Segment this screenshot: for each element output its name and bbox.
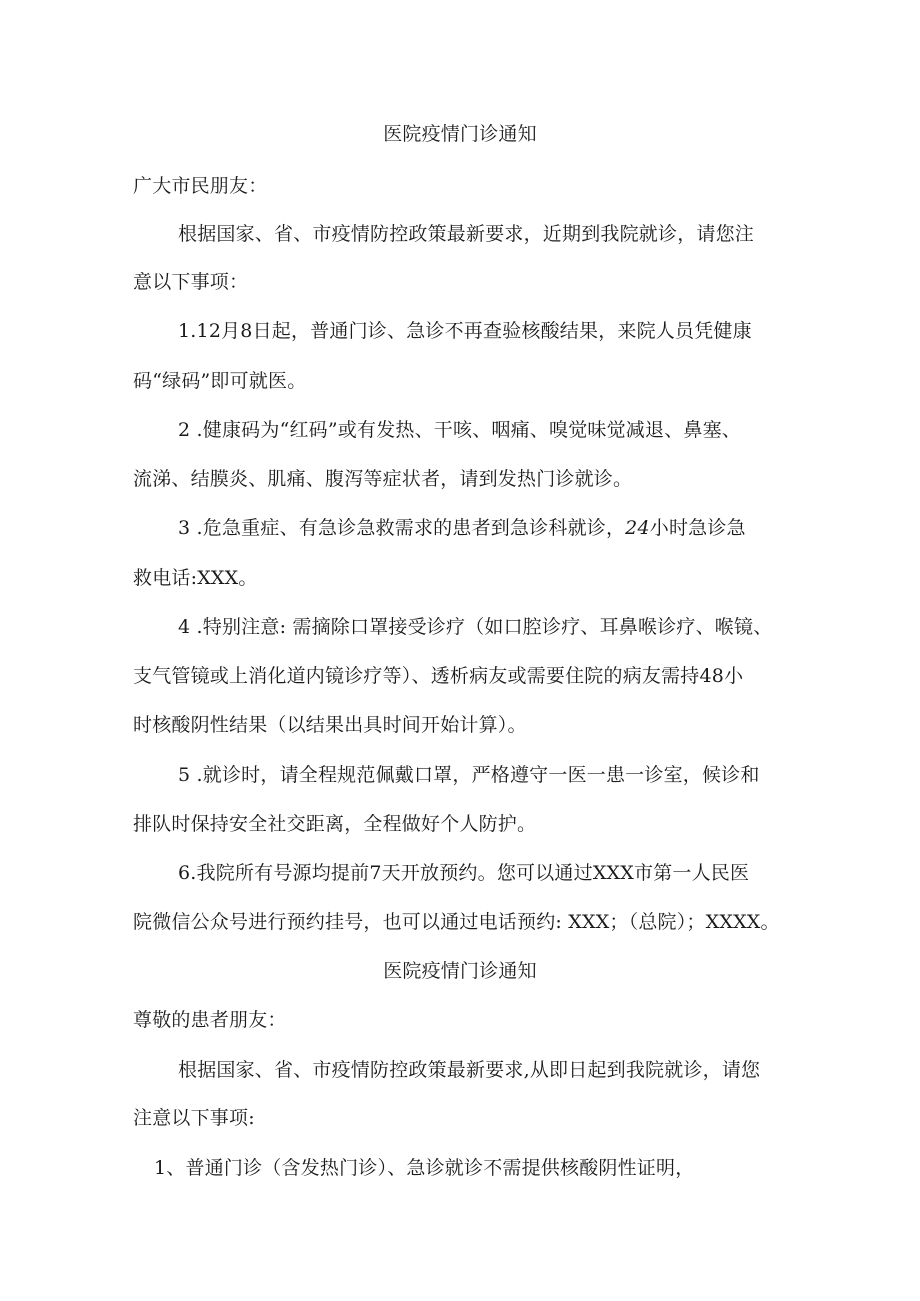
notice-1-title: 医院疫情门诊通知 xyxy=(383,123,537,145)
notice-1-intro-line-1: 根据国家、省、市疫情防控政策最新要求，近期到我院就诊，请您注 xyxy=(178,223,755,245)
notice-1-item-3-line-1 xyxy=(178,516,746,540)
notice-1-item-1-line-2: 码“绿码”即可就医。 xyxy=(133,370,307,392)
item-3-text-a: 3 .危急重症、有急诊急救需求的患者到急诊科就诊， xyxy=(178,517,626,539)
notice-1-item-5-line-1: 5 .就诊时，请全程规范佩戴口罩，严格遵守一医一患一诊室，候诊和 xyxy=(178,764,760,786)
notice-1-intro-line-2: 意以下事项： xyxy=(133,271,249,293)
notice-2-title: 医院疫情门诊通知 xyxy=(383,960,537,982)
notice-1-item-2-line-2: 流涕、结膜炎、肌痛、腹泻等症状者，请到发热门诊就诊。 xyxy=(133,468,633,490)
notice-1-item-4-line-2: 支气管镜或上消化道内镜诊疗等）、透析病友或需要住院的病友需持48小 xyxy=(133,665,744,687)
notice-2-item-1: 1、普通门诊（含发热门诊）、急诊就诊不需提供核酸阴性证明， xyxy=(154,1157,695,1179)
notice-1-salutation: 广大市民朋友： xyxy=(133,175,268,197)
notice-1-item-6-line-2: 院微信公众号进行预约挂号，也可以通过电话预约: XXX；（总院）；XXXX。 xyxy=(133,911,780,933)
notice-2-salutation: 尊敬的患者朋友： xyxy=(133,1009,287,1031)
notice-1-item-3-line-2: 救电话:XXX。 xyxy=(133,567,258,589)
notice-2-intro-line-2: 注意以下事项: xyxy=(133,1107,255,1129)
item-3-text-b: 小时急诊急 xyxy=(649,517,746,539)
item-3-hours: 24 xyxy=(625,517,650,539)
notice-2-intro-line-1: 根据国家、省、市疫情防控政策最新要求,从即日起到我院就诊，请您 xyxy=(178,1059,761,1081)
notice-1-item-5-line-2: 排队时保持安全社交距离，全程做好个人防护。 xyxy=(133,813,537,835)
notice-1-item-6-line-1: 6.我院所有号源均提前7天开放预约。您可以通过XXX市第一人民医 xyxy=(178,862,750,884)
notice-1-item-1-line-1: 1.12月8日起，普通门诊、急诊不再查验核酸结果，来院人员凭健康 xyxy=(178,320,752,342)
notice-1-item-4-line-3: 时核酸阴性结果（以结果出具时间开始计算）。 xyxy=(133,714,527,736)
notice-1-item-2-line-1: 2 .健康码为“红码”或有发热、干咳、咽痛、嗅觉味觉减退、鼻塞、 xyxy=(178,419,741,441)
notice-1-item-4-line-1: 4 .特别注意: 需摘除口罩接受诊疗（如口腔诊疗、耳鼻喉诊疗、喉镜、 xyxy=(178,616,773,638)
